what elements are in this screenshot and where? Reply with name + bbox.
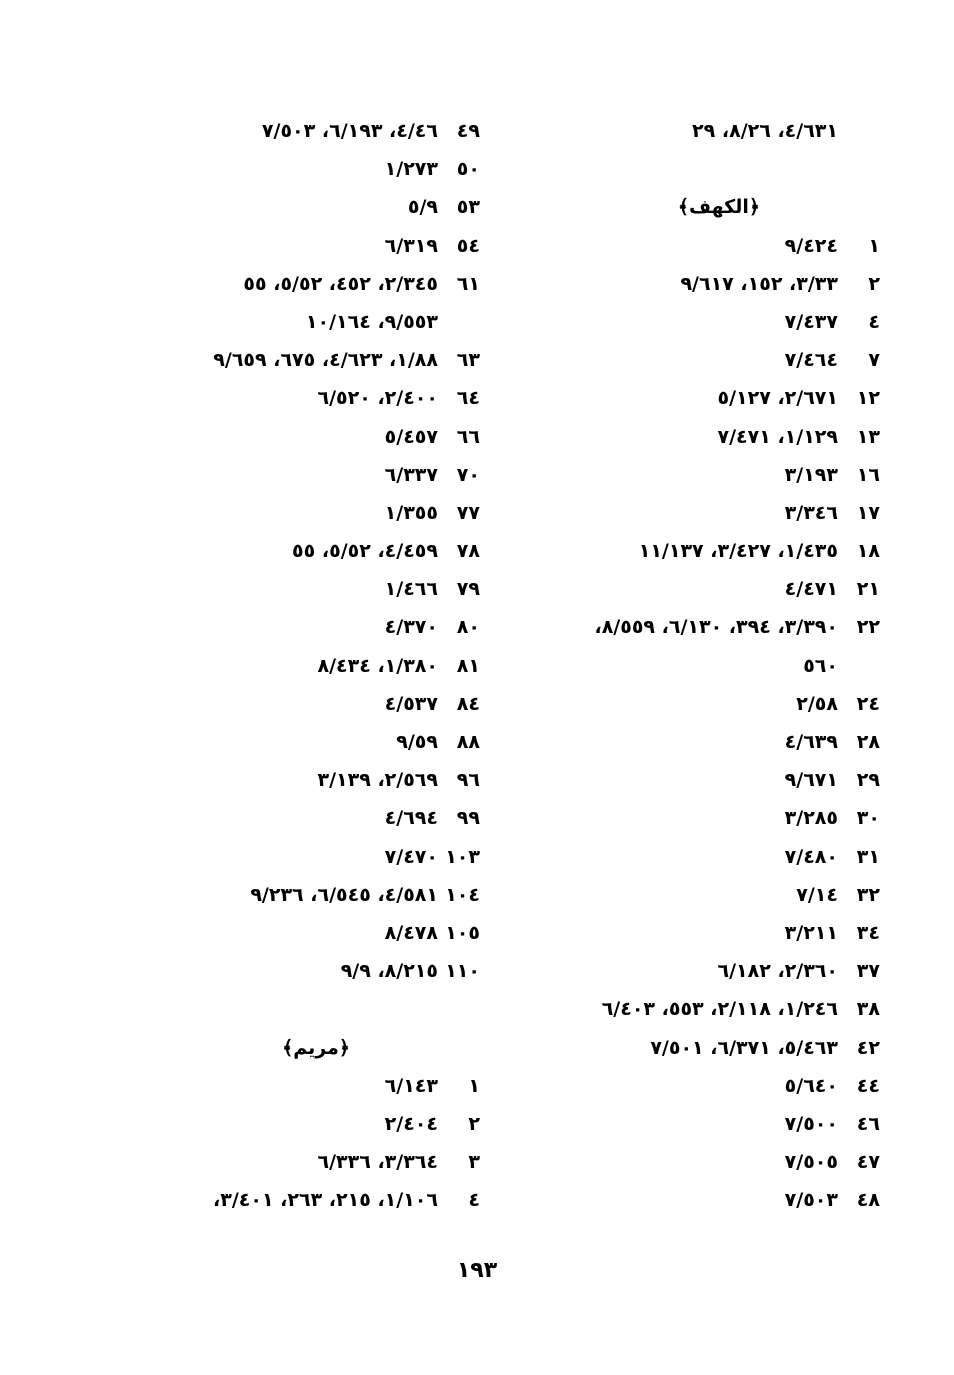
verse-number: ١ [868,234,880,257]
reference-list: ٤/٤٦، ٦/١٩٣، ٧/٥٠٣ [261,120,438,142]
verse-number: ١ [468,1074,480,1097]
reference-list: ٧/٥٠٣ [784,1189,838,1212]
verse-number: ٨١ [456,654,480,677]
verse-number: ١١٠ [445,960,480,983]
reference-list: ٤/٦٩٤ [384,807,438,830]
verse-number: ٤٨ [856,1189,880,1212]
index-row [520,876,880,914]
index-row [120,799,480,837]
reference-list: ١/٨٨، ٤/٦٢٣، ٦٧٥، ٩/٦٥٩ [213,349,438,372]
reference-list: ٨/٢١٥، ٩/٩ [340,960,438,983]
verse-number: ١٠٤ [445,883,480,906]
verse-number: ٤٩ [456,120,480,142]
verse-number: ٤٤ [856,1074,880,1097]
index-row [120,494,480,532]
index-row [520,1105,880,1143]
index-row [520,1029,880,1067]
index-row [120,1105,480,1143]
index-row [520,952,880,990]
verse-number: ٢ [468,1112,480,1135]
index-row [120,379,480,417]
index-row [120,227,480,265]
surah-heading: ﴿مريم﴾ [282,1036,350,1059]
verse-number: ٧٩ [456,578,480,601]
verse-number: ٦٤ [456,387,480,410]
verse-number [838,112,880,150]
index-row [520,990,880,1028]
verse-number: ٤ [868,310,880,333]
verse-number: ٨٨ [456,731,480,753]
index-row [520,1067,880,1105]
reference-list: ٥/٩ [407,196,438,219]
reference-list: ٦/٣١٩ [384,234,438,257]
verse-number: ٥٠ [456,158,480,181]
verse-number: ٢٢ [856,616,880,639]
verse-number: ٣٢ [856,883,880,906]
verse-number: ٧٧ [456,501,480,524]
reference-list: ٩/٥٩ [396,731,438,753]
reference-list: ٤/٣٧٠ [384,616,438,639]
reference-list: ١/٤٣٥، ٣/٤٢٧، ١١/١٣٧ [638,540,838,563]
index-row [520,723,880,761]
surah-heading: ﴿الكهف﴾ [677,196,760,219]
reference-list: ٤/٥٣٧ [384,692,438,715]
index-row [520,456,880,494]
index-row [120,1181,480,1219]
index-row [520,570,880,608]
index-row [520,761,880,799]
index-row [120,761,480,799]
page-number: ١٩٣ [456,1258,498,1283]
reference-list: ٦/٣٣٧ [384,463,438,486]
index-row-continuation [520,647,880,685]
reference-list: ١/٢٧٣ [384,158,438,181]
index-row [120,532,480,570]
verse-number: ١٠٥ [445,921,480,944]
reference-list: ٢/٥٦٩، ٣/١٣٩ [317,769,438,792]
index-row [120,723,480,761]
index-row [520,1143,880,1181]
index-row [520,1181,880,1219]
reference-list: ٧/٤٦٤ [784,349,838,372]
spacer [120,990,480,1028]
verse-number: ٦٦ [456,425,480,448]
index-row [120,1067,480,1105]
verse-number: ١٠٣ [445,845,480,868]
index-row [520,341,880,379]
index-row [520,532,880,570]
reference-list: ٤/٦٣٩ [784,731,838,753]
reference-list: ٢/٣٦٠، ٦/١٨٢ [717,960,838,983]
reference-list: ٧/٥٠٥ [784,1151,838,1174]
reference-list: ٥/٤٦٣، ٦/٣٧١، ٧/٥٠١ [650,1036,838,1059]
verse-number: ١٨ [856,540,880,563]
index-row [120,608,480,646]
reference-list: ٤/٥٨١، ٦/٥٤٥، ٩/٢٣٦ [250,883,438,906]
reference-list: ٣/٣٩٠، ٣٩٤، ٦/١٣٠، ٨/٥٥٩، [594,616,838,639]
index-row [120,456,480,494]
reference-list: ٣/٣٣، ١٥٢، ٩/٦١٧ [680,272,838,295]
verse-number: ٣ [468,1151,480,1174]
reference-list: ٧/١٤ [796,883,838,906]
reference-list: ٥٦٠ [803,654,838,677]
index-row-continuation [120,303,480,341]
verse-number: ٣٧ [856,960,880,983]
index-row [520,838,880,876]
reference-list: ٧/٤٧٠ [384,845,438,868]
reference-list: ٤/٤٥٩، ٥/٥٢، ٥٥ [292,540,438,563]
index-row [120,685,480,723]
verse-number: ٨٠ [456,616,480,639]
verse-number: ٧٠ [456,463,480,486]
reference-list: ٣/١٩٣ [784,463,838,486]
reference-list: ٩/٤٢٤ [784,234,838,257]
index-row [520,914,880,952]
reference-list: ٧/٤٨٠ [784,845,838,868]
reference-list: ٣/٢٨٥ [784,807,838,830]
reference-list: ٩/٥٥٣، ١٠/١٦٤ [305,310,438,333]
index-row [120,188,480,226]
index-row [520,418,880,456]
spacer [520,150,880,188]
index-row [120,341,480,379]
verse-number: ٤٦ [856,1112,880,1135]
index-row [520,685,880,723]
index-row [520,227,880,265]
index-row [520,379,880,417]
verse-number: ٤٧ [856,1151,880,1174]
verse-number: ٨٤ [456,692,480,715]
reference-list: ٣/٣٤٦ [784,501,838,524]
verse-number: ٩٩ [456,807,480,830]
reference-list: ٧/٥٠٠ [784,1112,838,1135]
verse-number: ٧ [868,349,880,372]
reference-list: ٧/٤٣٧ [784,310,838,333]
verse-number: ١٧ [856,501,880,524]
verse-number: ٢١ [856,578,880,601]
reference-list: ٤/٤٧١ [784,578,838,601]
reference-list: ٢/٥٨ [796,692,838,715]
index-row [520,112,880,150]
verse-number: ٣١ [856,845,880,868]
reference-list: ٢/٣٤٥، ٤٥٢، ٥/٥٢، ٥٥ [243,272,438,295]
reference-list: ٣/٢١١ [784,921,838,944]
index-row [120,914,480,952]
reference-list: ٤/٦٣١، ٨/٢٦، ٢٩ [692,120,838,142]
reference-list: ١/٣٨٠، ٨/٤٣٤ [317,654,438,677]
index-row [520,265,880,303]
index-row [120,265,480,303]
reference-list: ٨/٤٧٨ [384,921,438,944]
index-row [120,952,480,990]
reference-list: ١/٢٤٦، ٢/١١٨، ٥٥٣، ٦/٤٠٣ [601,998,838,1021]
reference-list: ٢/٤٠٤ [384,1112,438,1135]
verse-number: ٢٨ [856,731,880,753]
reference-list: ١/١٠٦، ٢١٥، ٢٦٣، ٣/٤٠١، [213,1189,438,1212]
verse-number: ٥٣ [456,196,480,219]
verse-number: ١٣ [856,425,880,448]
reference-list: ٢/٦٧١، ٥/١٢٧ [717,387,838,410]
reference-list: ٣/٣٦٤، ٦/٣٣٦ [317,1151,438,1174]
verse-number: ٣٨ [856,998,880,1021]
verse-number: ١٦ [856,463,880,486]
verse-number: ٥٤ [456,234,480,257]
index-row [120,150,480,188]
verse-number: ٦١ [456,272,480,295]
verse-number: ٦٣ [456,349,480,372]
verse-number: ١٢ [856,387,880,410]
reference-list: ٢/٤٠٠، ٦/٥٢٠ [317,387,438,410]
reference-list: ٩/٦٧١ [784,769,838,792]
verse-number: ٤٢ [856,1036,880,1059]
left-column [120,112,480,1219]
reference-list: ٥/٤٥٧ [384,425,438,448]
verse-number: ٢ [868,272,880,295]
reference-list: ٥/٦٤٠ [784,1074,838,1097]
reference-list: ١/٤٦٦ [384,578,438,601]
index-row [520,494,880,532]
index-row [120,570,480,608]
verse-number: ٣٤ [856,921,880,944]
verse-number: ٣٠ [856,807,880,830]
reference-list: ١/٣٥٥ [384,501,438,524]
verse-number: ٢٤ [856,692,880,715]
verse-number: ٢٩ [856,769,880,792]
reference-list: ١/١٢٩، ٧/٤٧١ [717,425,838,448]
index-row [120,838,480,876]
index-row [520,799,880,837]
reference-list: ٦/١٤٣ [384,1074,438,1097]
verse-number: ٤ [468,1189,480,1212]
verse-number: ٩٦ [456,769,480,792]
index-row [120,876,480,914]
index-row [120,647,480,685]
index-row [520,608,880,646]
index-row [120,418,480,456]
index-row [520,303,880,341]
verse-number: ٧٨ [456,540,480,563]
right-column [520,112,880,1219]
index-row [120,112,480,150]
index-row [120,1143,480,1181]
